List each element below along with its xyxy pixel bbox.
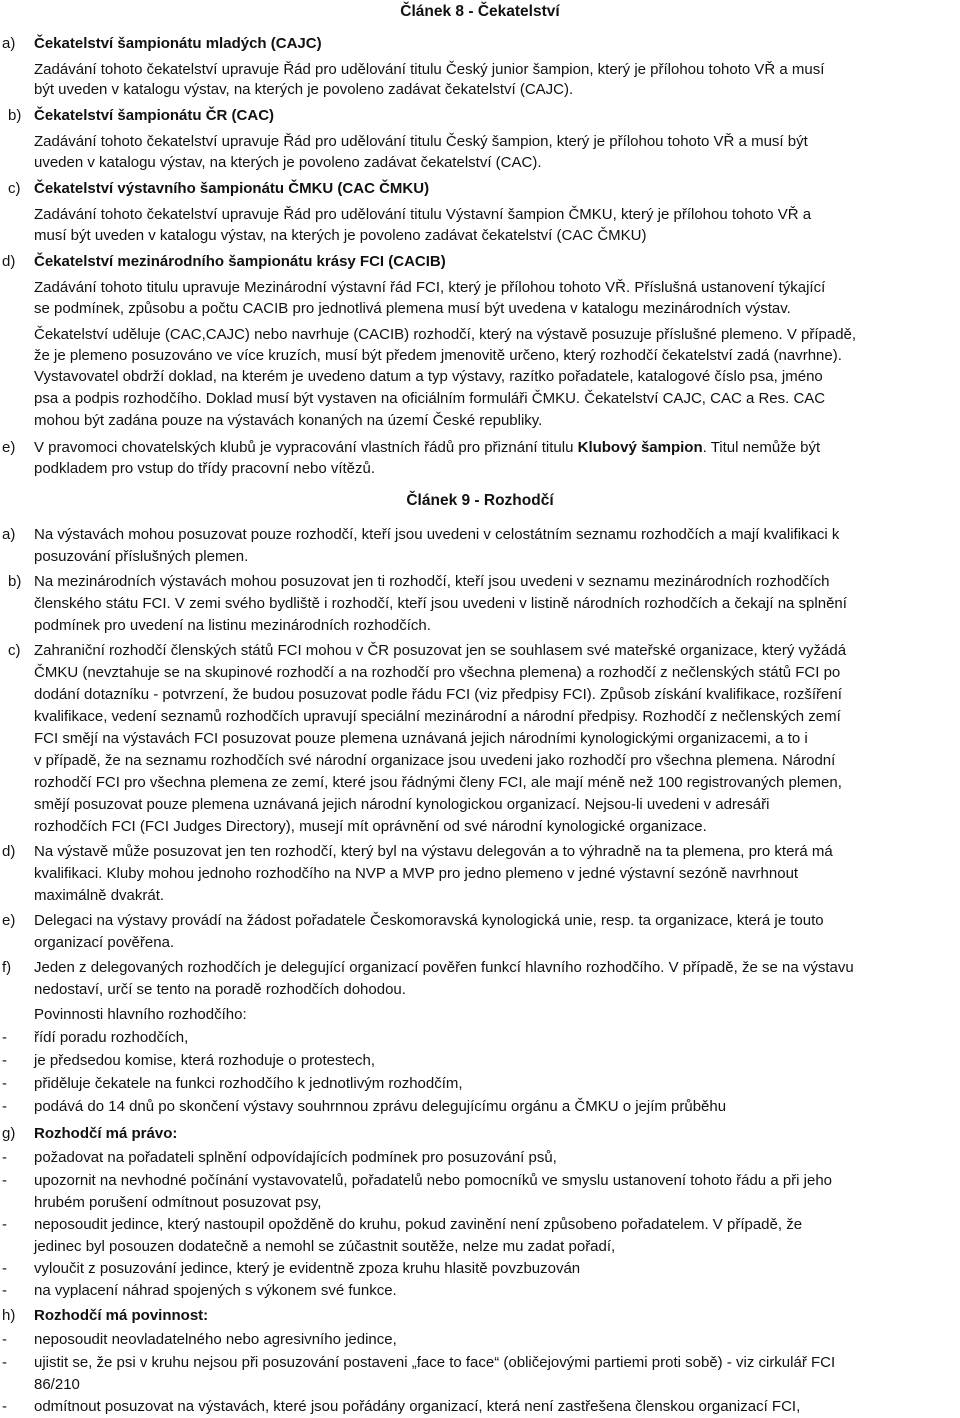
dash-marker: -: [2, 1149, 7, 1166]
section-title: Čekatelství šampionátu ČR (CAC): [34, 107, 275, 124]
text: Čekatelství uděluje (CAC,CAJC) nebo navrhuje (CACIB) rozhodčí, který na výstavě posuzuje příslušné plemeno. V případě,: [34, 326, 857, 343]
dash-marker: -: [2, 1052, 7, 1069]
text: odmítnout posuzovat na výstavách, které jsou pořádány organizací, která není zastřešena členskou organizací FCI,: [34, 1398, 801, 1415]
dash-marker: -: [2, 1282, 7, 1299]
text: jedinec byl posouzen dodatečně a nemohl se zúčastnit soutěže, nelze mu zadat pořadí,: [34, 1238, 616, 1255]
text: mohou být zadána pouze na výstavách konaných na území České republiky.: [34, 412, 543, 429]
section-title: Čekatelství výstavního šampionátu ČMKU (CAC ČMKU): [34, 180, 430, 197]
text-part: V pravomoci chovatelských klubů je vypracování vlastních řádů pro přiznání titulu: [34, 439, 574, 456]
dash-marker: -: [2, 1331, 7, 1348]
text: na vyplacení náhrad spojených s výkonem své funkce.: [34, 1282, 397, 1299]
text: Zahraniční rozhodčí členských států FCI mohou v ČR posuzovat jen se souhlasem své mateřské organizace, který vyžádá: [34, 642, 847, 659]
text: ČMKU (nevztahuje se na skupinové rozhodčí a na rozhodčí pro všechna plemena) a rozhodčí z nečlenských států FCI po: [34, 664, 841, 681]
section-title: Čekatelství šampionátu mladých (CAJC): [34, 35, 322, 52]
dash-marker: -: [2, 1216, 7, 1233]
text-part: . Titul nemůže být: [702, 439, 821, 456]
list-marker: e): [2, 439, 16, 456]
dash-marker: -: [2, 1398, 7, 1415]
article-9-heading: Článek 9 - Rozhodčí: [406, 492, 554, 509]
text: v případě, že na seznamu rozhodčích své národní organizace jsou uvedeni jako rozhodčí pro všechna plemena. Národní: [34, 752, 836, 769]
list-marker: a): [2, 35, 16, 52]
text: kvalifikaci. Kluby mohou jednoho rozhodčího na NVP a MVP pro jedno plemeno v jedné výstavní sezóně navrhnout: [34, 865, 799, 882]
text: Zadávání tohoto čekatelství upravuje Řád pro udělování titulu Český šampion, který je přílohou tohoto VŘ a musí být: [34, 133, 808, 150]
text: maximálně dvakrát.: [34, 887, 165, 904]
list-marker: c): [8, 642, 21, 659]
list-marker: b): [8, 107, 22, 124]
text: uveden v katalogu výstav, na kterých je povoleno zadávat čekatelství (CAC).: [34, 154, 542, 171]
text: psa a podpis rozhodčího. Doklad musí být vystaven na oficiálním formuláři ČMKU. Čekatelství CAJC, CAC a Res. CAC: [34, 390, 826, 407]
text: vyloučit z posuzování jedince, který je evidentně zpoza kruhu hlasitě povzbuzován: [34, 1260, 581, 1277]
list-marker: a): [2, 526, 16, 543]
text: Vystavovatel obdrží doklad, na kterém je uvedeno datum a typ výstavy, razítko pořadatele, katalogové číslo psa, jméno: [34, 368, 823, 385]
text: podkladem pro vstup do třídy pracovní nebo vítězů.: [34, 460, 376, 477]
text: hrubém porušení odmítnout posuzovat psy,: [34, 1194, 322, 1211]
dash-marker: -: [2, 1098, 7, 1115]
dash-marker: -: [2, 1075, 7, 1092]
text: je předsedou komise, která rozhoduje o protestech,: [34, 1052, 376, 1069]
text: Zadávání tohoto čekatelství upravuje Řád pro udělování titulu Výstavní šampion ČMKU, který je přílohou tohoto VŘ a: [34, 206, 812, 223]
text: Povinnosti hlavního rozhodčího:: [34, 1006, 247, 1023]
text: rozhodčích FCI (FCI Judges Directory), musejí mít oprávnění od své národní kynologické organizace.: [34, 818, 707, 835]
article-8-heading: Článek 8 - Čekatelství: [400, 3, 560, 20]
list-marker: b): [8, 573, 22, 590]
text: posuzování příslušných plemen.: [34, 548, 249, 565]
text: požadovat na pořadateli splnění odpovídajících podmínek pro posuzování psů,: [34, 1149, 557, 1166]
text: [34, 438, 820, 458]
list-marker: f): [2, 959, 12, 976]
list-marker: e): [2, 912, 16, 929]
text: Zadávání tohoto čekatelství upravuje Řád pro udělování titulu Český junior šampion, který je přílohou tohoto VŘ a musí: [34, 61, 825, 78]
text: se podmínek, způsobu a počtu CACIB pro jednotlivá plemena musí být uvedena v katalogu mezinárodních výstav.: [34, 300, 791, 317]
text: neposoudit neovladatelného nebo agresivního jedince,: [34, 1331, 397, 1348]
text: Jeden z delegovaných rozhodčích je delegující organizací pověřen funkcí hlavního rozhodčího. V případě, že se na výstavu: [34, 959, 854, 976]
text: Zadávání tohoto titulu upravuje Mezinárodní výstavní řád FCI, který je přílohou tohoto VŘ. Příslušná ustanovení týkající: [34, 279, 826, 296]
text: organizací pověřena.: [34, 934, 175, 951]
dash-marker: -: [2, 1260, 7, 1277]
text: řídí poradu rozhodčích,: [34, 1029, 189, 1046]
text: nedostaví, určí se tento na poradě rozhodčích dohodou.: [34, 981, 406, 998]
text: FCI smějí na výstavách FCI posuzovat pouze plemena uznávaná jejich národními kynologickými organizacemi, a to i: [34, 730, 808, 747]
text: být uveden v katalogu výstav, na kterých je povoleno zadávat čekatelství (CAJC).: [34, 81, 574, 98]
text: přiděluje čekatele na funkci rozhodčího k jednotlivým rozhodčím,: [34, 1075, 463, 1092]
text: Na výstavě může posuzovat jen ten rozhodčí, který byl na výstavu delegován a to výhradně na ta plemena, pro která má: [34, 843, 833, 860]
section-title: Rozhodčí má právo:: [34, 1125, 178, 1142]
list-marker: c): [8, 180, 21, 197]
text: dodání dotazníku - potvrzení, že budou posuzovat podle řádu FCI (viz předpisy FCI). Způsob získání kvalifikace, rozšíření: [34, 686, 842, 703]
text: 86/210: [34, 1376, 80, 1393]
text: Na výstavách mohou posuzovat pouze rozhodčí, kteří jsou uvedeni v celostátním seznamu rozhodčích a mají kvalifikaci k: [34, 526, 840, 543]
text: neposoudit jedince, který nastoupil opožděně do kruhu, pokud zavinění není způsobeno pořadatelem. V případě, že: [34, 1216, 803, 1233]
text: ujistit se, že psi v kruhu nejsou při posuzování postaveni „face to face“ (obličejovými partiemi proti sobě) - viz cirkulář FCI: [34, 1354, 836, 1371]
section-title: Čekatelství mezinárodního šampionátu krásy FCI (CACIB): [34, 253, 446, 270]
text: členského státu FCI. V zemi svého bydliště i rozhodčí, kteří jsou uvedeni v listině národních rozhodčích a čekají na splnění: [34, 595, 847, 612]
text: musí být uveden v katalogu výstav, na kterých je povoleno zadávat čekatelství (CAC ČMKU): [34, 227, 647, 244]
section-title: Rozhodčí má povinnost:: [34, 1307, 209, 1324]
text: kvalifikace, vedení seznamů rozhodčích upravují speciální mezinárodní a národní předpisy. Rozhodčí z nečlenských zemí: [34, 708, 841, 725]
list-marker: d): [2, 253, 16, 270]
bold-term: Klubový šampion: [577, 439, 703, 456]
dash-marker: -: [2, 1029, 7, 1046]
text: upozornit na nevhodné počínání vystavovatelů, pořadatelů nebo pomocníků ve smyslu ustanovení tohoto řádu a při jeho: [34, 1172, 833, 1189]
text: podává do 14 dnů po skončení výstavy souhrnnou zprávu delegujícímu orgánu a ČMKU o jejím průběhu: [34, 1098, 727, 1115]
text: rozhodčí FCI pro všechna plemena ze zemí, které jsou řádnými členy FCI, ale mají méně než 100 registrovaných plemen,: [34, 774, 842, 791]
list-marker: h): [2, 1307, 16, 1324]
dash-marker: -: [2, 1172, 7, 1189]
list-marker: g): [2, 1125, 16, 1142]
text: Delegaci na výstavy provádí na žádost pořadatele Českomoravská kynologická unie, resp. ta organizace, která je touto: [34, 912, 824, 929]
text: smějí posuzovat pouze plemena uznávaná jejich národní kynologickou organizací. Nejsou-li uvedeni v adresáři: [34, 796, 770, 813]
text: Na mezinárodních výstavách mohou posuzovat jen ti rozhodčí, kteří jsou uvedeni v seznamu mezinárodních rozhodčích: [34, 573, 830, 590]
text: že je plemeno posuzováno ve více kruzích, musí být předem jmenovitě určeno, který rozhodčí čekatelství zadá (navrhne).: [34, 347, 842, 364]
list-marker: d): [2, 843, 16, 860]
dash-marker: -: [2, 1354, 7, 1371]
text: podmínek pro uvedení na listinu mezinárodních rozhodčích.: [34, 617, 431, 634]
